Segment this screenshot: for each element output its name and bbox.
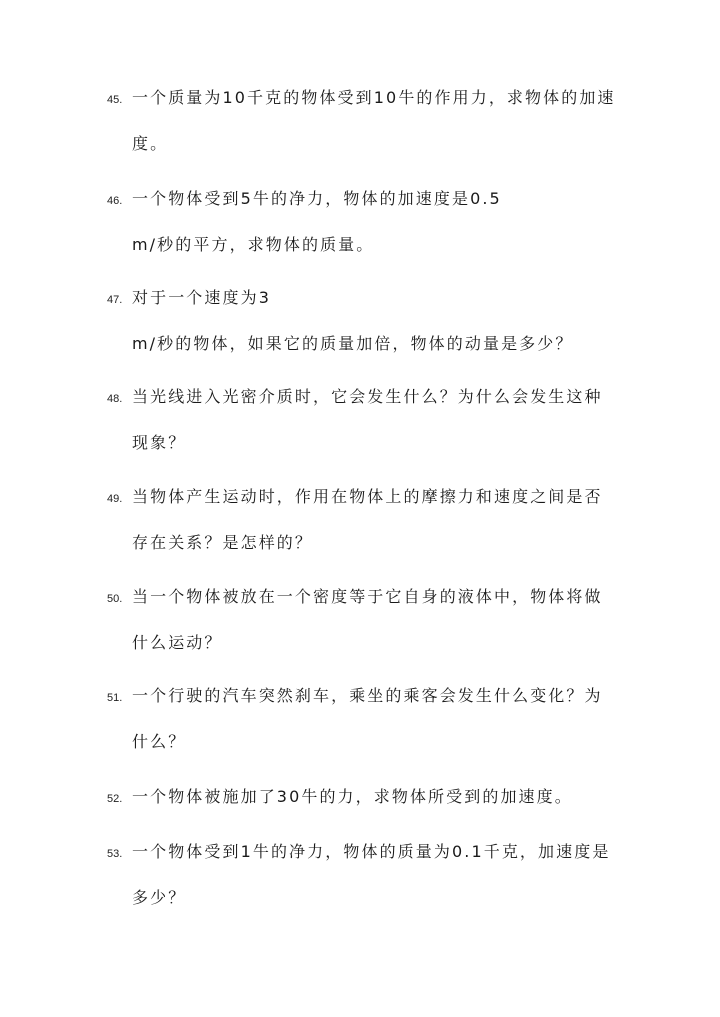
question-text-line: 多少？ bbox=[132, 888, 187, 907]
question-number: 49. bbox=[107, 493, 123, 505]
question-text-line: 一个行驶的汽车突然刹车，乘坐的乘客会发生什么变化？为 bbox=[132, 686, 603, 705]
question-text-line: 度。 bbox=[132, 134, 169, 153]
question-45 bbox=[107, 85, 637, 157]
question-53 bbox=[107, 839, 637, 911]
question-text-line: 对于一个速度为3 bbox=[132, 288, 271, 307]
question-number: 46. bbox=[107, 195, 123, 207]
question-49 bbox=[107, 484, 637, 556]
question-text-line: 存在关系？是怎样的？ bbox=[132, 533, 314, 552]
question-48 bbox=[107, 384, 637, 456]
question-text-line: 一个质量为10千克的物体受到10牛的作用力，求物体的加速 bbox=[132, 88, 616, 107]
question-50 bbox=[107, 584, 637, 656]
question-number: 52. bbox=[107, 793, 123, 805]
question-46 bbox=[107, 186, 637, 258]
question-number: 53. bbox=[107, 848, 123, 860]
question-text-line: 一个物体受到1牛的净力，物体的质量为0.1千克，加速度是 bbox=[132, 842, 611, 861]
question-text-line: m/秒的平方，求物体的质量。 bbox=[132, 235, 375, 254]
question-number: 45. bbox=[107, 94, 123, 106]
question-number: 47. bbox=[107, 294, 123, 306]
question-51 bbox=[107, 683, 637, 755]
question-text-line: 当一个物体被放在一个密度等于它自身的液体中，物体将做 bbox=[132, 587, 603, 606]
question-text-line: m/秒的物体，如果它的质量加倍，物体的动量是多少？ bbox=[132, 334, 574, 353]
question-number: 50. bbox=[107, 593, 123, 605]
question-52 bbox=[107, 784, 637, 810]
question-number: 48. bbox=[107, 393, 123, 405]
question-text-line: 现象？ bbox=[132, 433, 187, 452]
question-number: 51. bbox=[107, 692, 123, 704]
question-text-line: 一个物体受到5牛的净力，物体的加速度是0.5 bbox=[132, 189, 502, 208]
question-text-line: 什么？ bbox=[132, 732, 187, 751]
question-text-line: 一个物体被施加了30牛的力，求物体所受到的加速度。 bbox=[132, 787, 573, 806]
question-text-line: 什么运动？ bbox=[132, 633, 223, 652]
question-47 bbox=[107, 285, 637, 357]
question-text-line: 当物体产生运动时，作用在物体上的摩擦力和速度之间是否 bbox=[132, 487, 603, 506]
question-text-line: 当光线进入光密介质时，它会发生什么？为什么会发生这种 bbox=[132, 387, 603, 406]
